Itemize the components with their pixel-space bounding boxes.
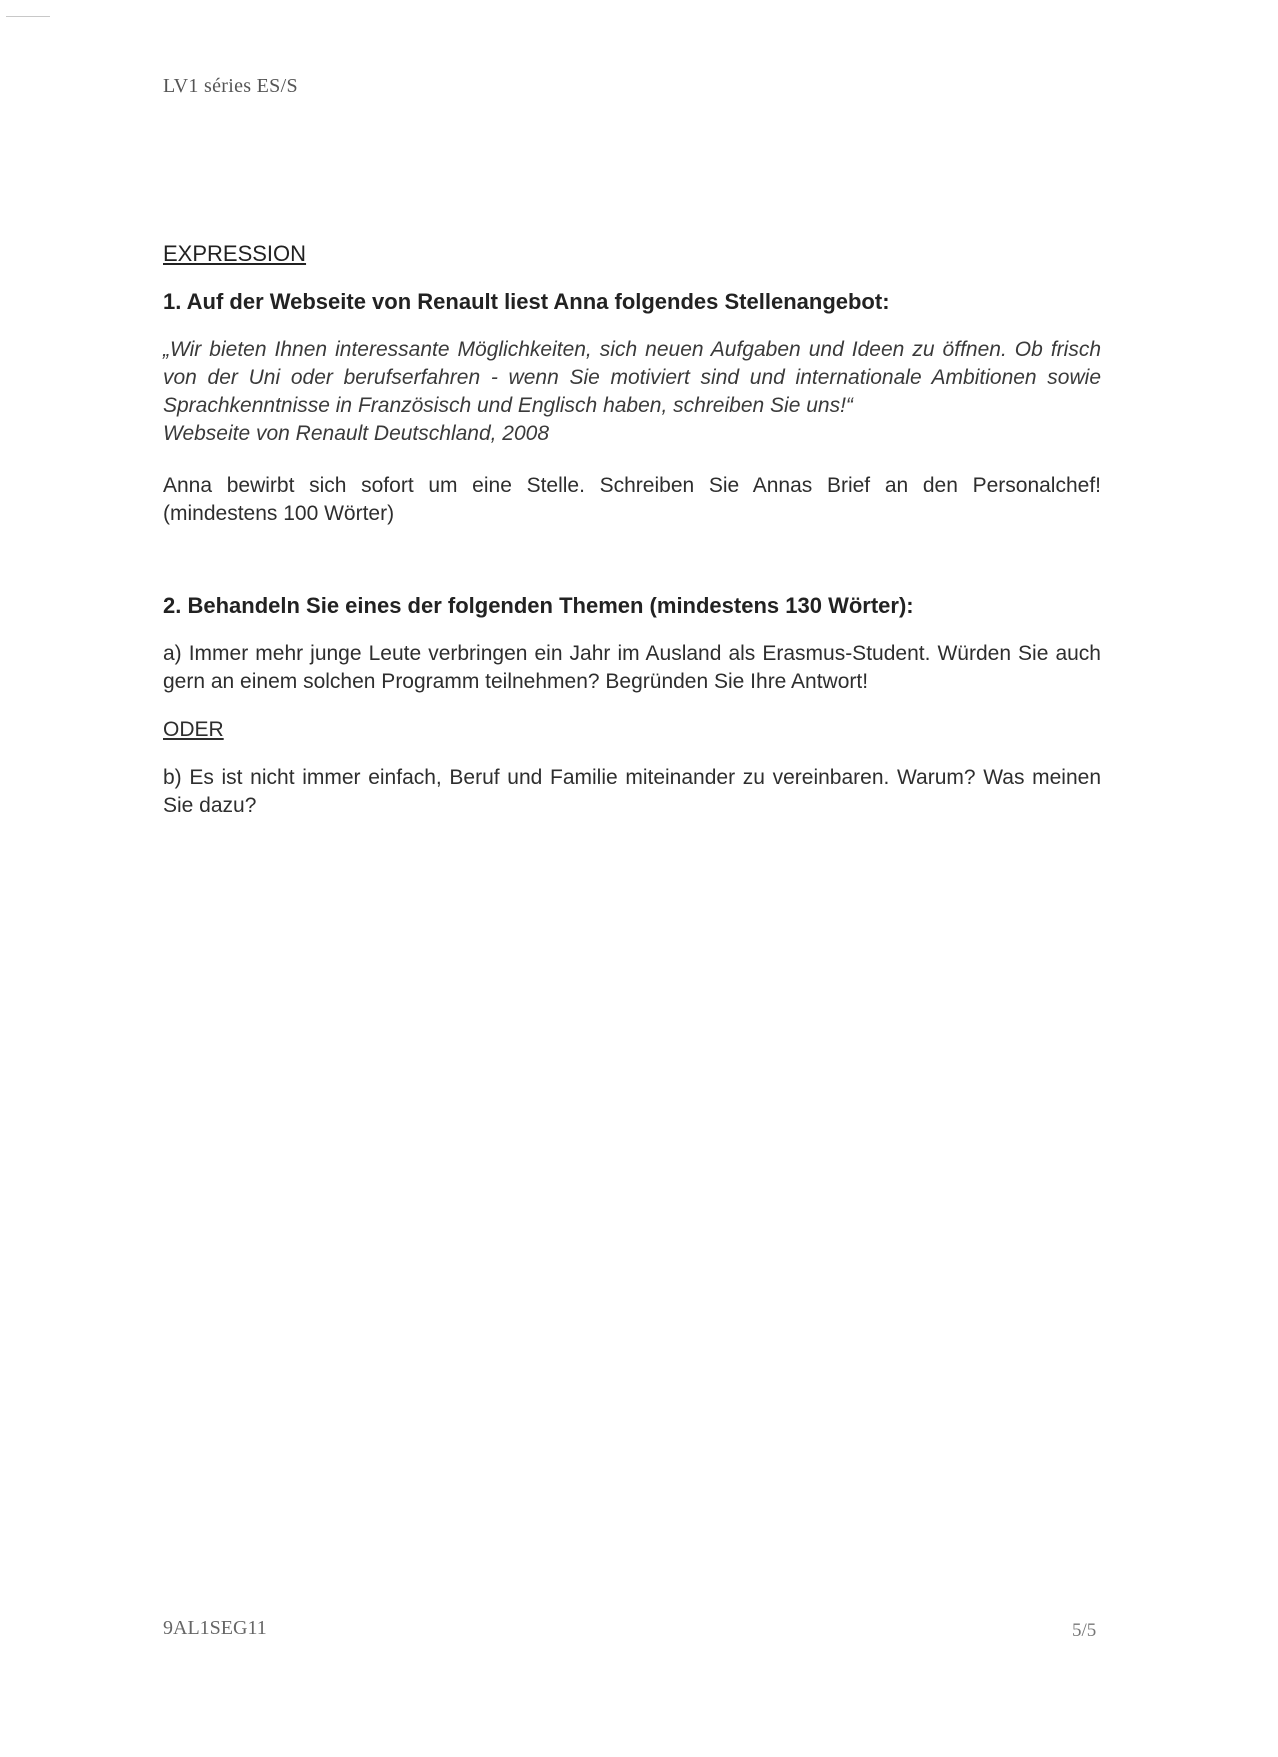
section-heading: EXPRESSION	[163, 241, 307, 266]
document-code: 9AL1SEG11	[163, 1617, 267, 1639]
job-offer-quote: „Wir bieten Ihnen interessante Möglichkeiten, sich neuen Aufgaben und Ideen zu öffnen. Ob frisch von der Uni oder berufserfahren - wenn Sie motiviert sind und internationale Ambitionen sowie Sprachkenntnisse in Französisch und Englisch haben, schreiben Sie uns!“	[163, 338, 1101, 417]
quote-source: Webseite von Renault Deutschland, 2008	[163, 422, 550, 445]
exam-series-code: LV1 séries ES/S	[163, 75, 298, 97]
task1-instruction: Anna bewirbt sich sofort um eine Stelle. Schreiben Sie Annas Brief an den Personalchef! (mindestens 100 Wörter)	[163, 474, 1101, 525]
task2-title: 2. Behandeln Sie eines der folgenden Themen (mindestens 130 Wörter):	[163, 593, 914, 618]
task1-title: 1. Auf der Webseite von Renault liest Anna folgendes Stellenangebot:	[163, 289, 890, 314]
exam-content	[163, 240, 1101, 840]
spacer	[163, 548, 1101, 592]
or-label: ODER	[163, 718, 224, 741]
scan-edge-line	[6, 16, 50, 17]
task2-option-b: b) Es ist nicht immer einfach, Beruf und Familie miteinander zu vereinbaren. Warum? Was meinen Sie dazu?	[163, 766, 1101, 817]
page-number: 5/5	[1072, 1620, 1097, 1641]
task2-option-a: a) Immer mehr junge Leute verbringen ein Jahr im Ausland als Erasmus-Student. Würden Sie auch gern an einem solchen Programm teilnehmen? Begründen Sie Ihre Antwort!	[163, 642, 1101, 693]
